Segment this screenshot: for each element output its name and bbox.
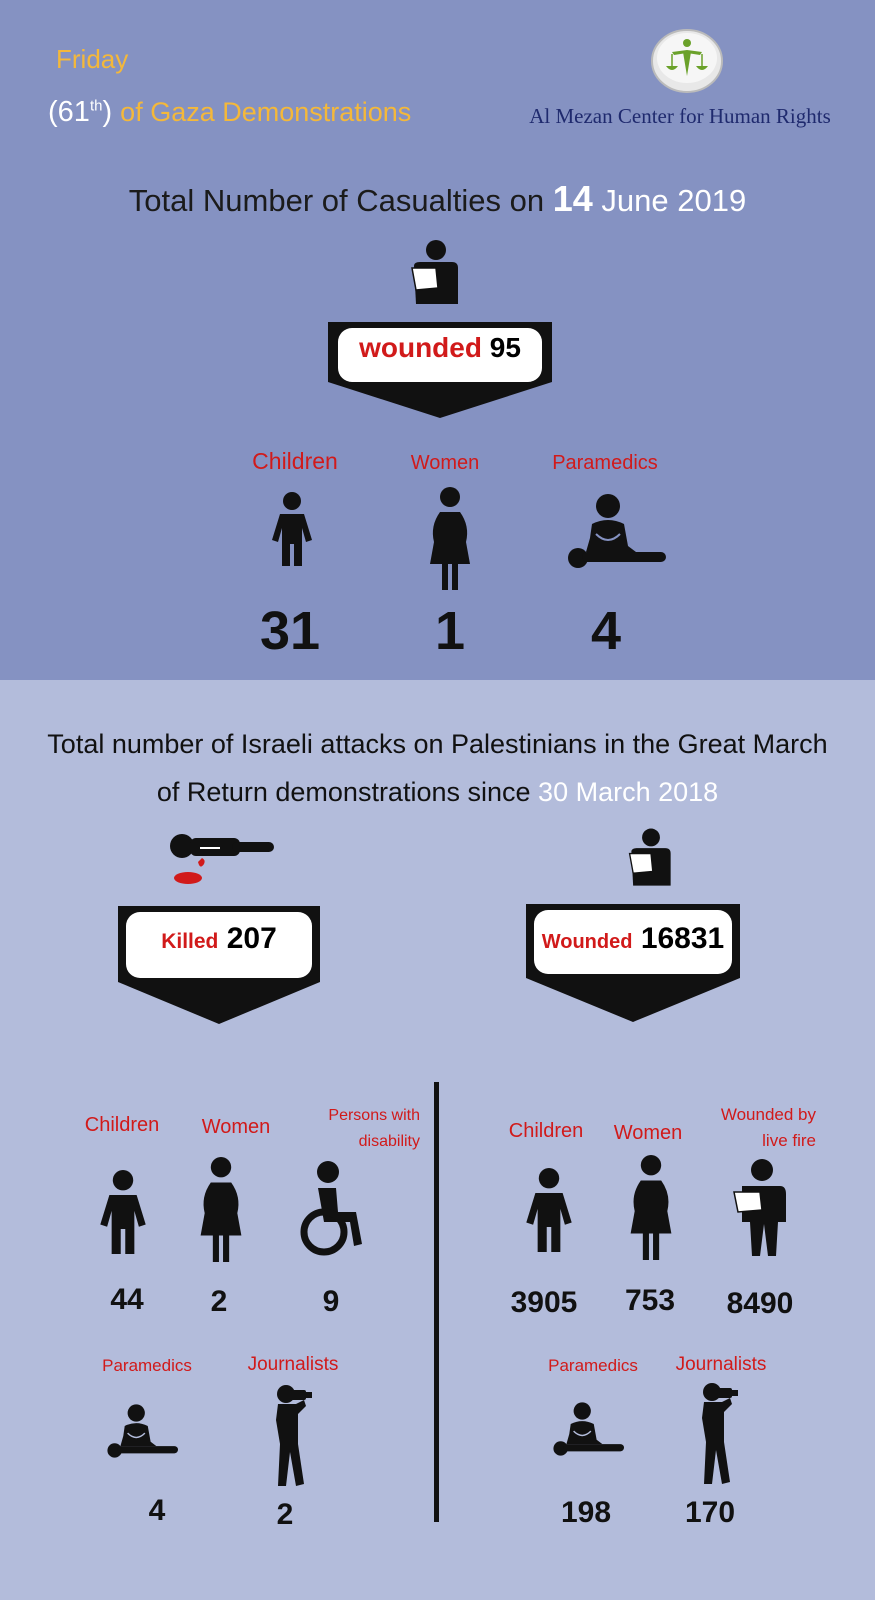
- issue-title-text: of Gaza Demonstrations: [120, 97, 412, 127]
- today-paramedics-value: 4: [590, 601, 622, 661]
- killed-journalists-label: Journalists: [247, 1354, 339, 1375]
- wounded-paramedics-label: Paramedics: [548, 1356, 638, 1375]
- wounded-total-label: Wounded: [541, 931, 633, 953]
- killed-children-label: Children: [84, 1114, 160, 1136]
- wounded-children-value: 3905: [510, 1286, 578, 1319]
- killed-women-value: 2: [210, 1285, 228, 1318]
- killed-women-label: Women: [201, 1116, 271, 1138]
- woman-icon: [626, 1154, 676, 1260]
- paramedic-icon: [566, 494, 666, 568]
- today-women-value: 1: [434, 601, 466, 661]
- wounded-journalists-label: Journalists: [675, 1354, 767, 1375]
- day-label: Friday: [56, 44, 129, 74]
- paramedic-icon: [106, 1392, 178, 1470]
- killed-disability-label: [280, 1103, 420, 1155]
- issue-suffix: th: [89, 97, 103, 115]
- wounded-paramedics-value: 198: [560, 1496, 612, 1529]
- today-paramedics-label: Paramedics: [552, 452, 658, 474]
- today-children-label: Children: [252, 448, 338, 474]
- issue-title: (61th) of Gaza Demonstrations: [48, 96, 412, 128]
- killed-value: 207: [226, 922, 277, 955]
- killed-badge-shape: [114, 902, 324, 1026]
- killed-badge-text: [114, 922, 324, 956]
- wounded-badge-text: [322, 332, 558, 364]
- today-title-prefix: Total Number of Casualties on: [128, 183, 545, 218]
- wounded-total-badge-text: [522, 922, 744, 956]
- wounded-live-fire-label: [666, 1102, 816, 1154]
- cumulative-title-line2-text: of Return demonstrations since: [156, 777, 531, 807]
- journalist-icon: [696, 1382, 738, 1486]
- since-date: 30 March 2018: [538, 777, 719, 807]
- killed-disability-label-line1: Persons with: [328, 1107, 420, 1124]
- wounded-live-fire-label-line2: live fire: [762, 1131, 816, 1150]
- injured-person-icon: [732, 1158, 788, 1258]
- wounded-total-value: 16831: [640, 922, 725, 955]
- killed-disability-value: 9: [322, 1285, 340, 1318]
- cumulative-title: [0, 720, 875, 816]
- wounded-journalists-value: 170: [684, 1496, 736, 1529]
- issue-number: 61: [57, 96, 90, 128]
- wounded-value: 95: [489, 332, 521, 363]
- killed-person-icon: [170, 832, 274, 892]
- date-day: 14: [552, 178, 593, 219]
- woman-icon: [196, 1156, 246, 1262]
- killed-journalists-value: 2: [276, 1498, 294, 1531]
- wounded-women-label: Women: [613, 1122, 683, 1144]
- killed-paramedics-label: Paramedics: [102, 1356, 192, 1375]
- today-children-value: 31: [259, 601, 321, 661]
- killed-label: Killed: [161, 930, 219, 953]
- wounded-live-fire-label-line1: Wounded by: [720, 1105, 816, 1124]
- injured-person-icon: [408, 240, 464, 306]
- organization-name: Al Mezan Center for Human Rights: [529, 104, 831, 128]
- wounded-total-badge-shape: [522, 900, 744, 1024]
- injured-person-icon: [626, 826, 676, 890]
- wounded-women-value: 753: [624, 1284, 676, 1317]
- cumulative-title-line2: [0, 768, 875, 816]
- wounded-live-fire-value: 8490: [726, 1287, 794, 1320]
- date-year: 2019: [677, 183, 747, 218]
- wounded-children-label: Children: [508, 1120, 584, 1142]
- journalist-icon: [270, 1384, 312, 1488]
- paramedic-icon: [552, 1390, 624, 1468]
- child-icon: [100, 1170, 146, 1254]
- killed-paramedics-value: 4: [148, 1494, 166, 1527]
- wheelchair-icon: [300, 1160, 364, 1256]
- killed-disability-label-line2: disability: [358, 1133, 420, 1150]
- cumulative-title-line1: Total number of Israeli attacks on Palestinians in the Great March: [47, 729, 828, 759]
- child-icon: [526, 1168, 572, 1252]
- scales-of-justice-logo-icon: [650, 28, 724, 94]
- killed-children-value: 44: [110, 1283, 144, 1316]
- section-divider: [434, 1082, 439, 1522]
- today-women-label: Women: [410, 452, 480, 474]
- today-title: [0, 178, 875, 220]
- child-icon: [272, 492, 312, 566]
- woman-icon: [430, 486, 470, 590]
- date-month: June: [601, 183, 669, 218]
- wounded-label: wounded: [359, 332, 482, 363]
